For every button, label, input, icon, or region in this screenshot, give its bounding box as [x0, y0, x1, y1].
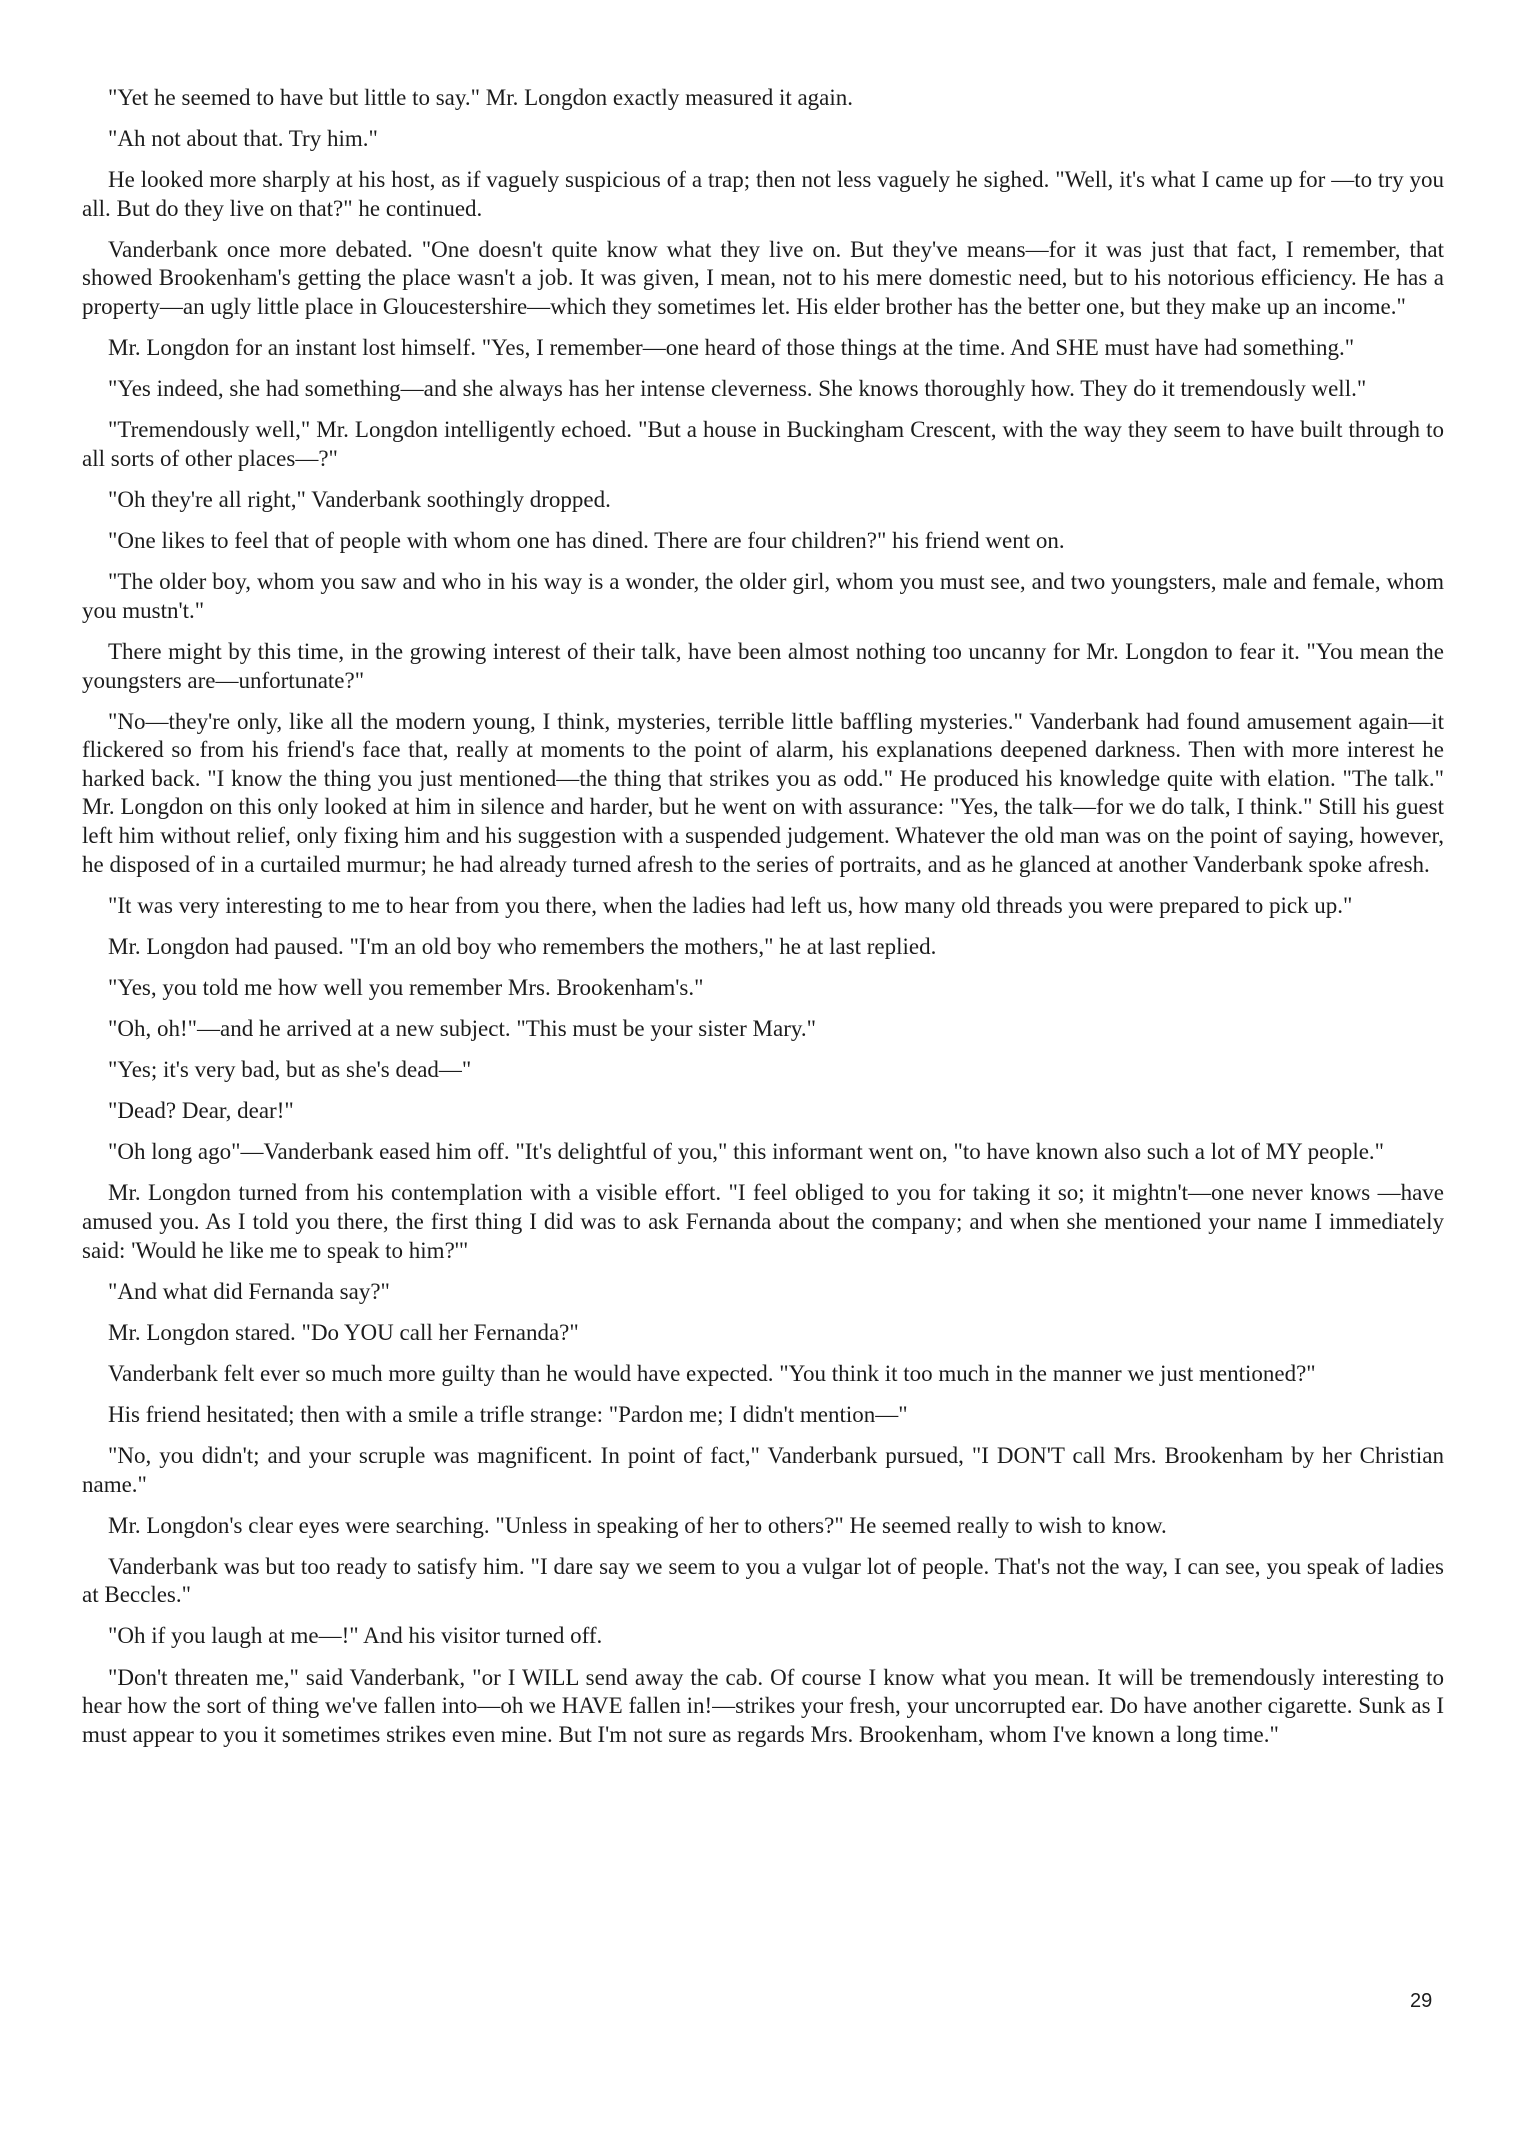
paragraph: Mr. Longdon stared. "Do YOU call her Fernanda?": [108, 1319, 579, 1345]
page-number: 29: [1410, 1990, 1433, 2012]
paragraph: "Yes, you told me how well you remember Mrs. Brookenham's.": [108, 974, 704, 1000]
page-body: [82, 84, 1444, 1762]
paragraph: "Oh long ago"—Vanderbank eased him off. "It's delightful of you," this informant went on, "to have known also such a lot of MY people.": [108, 1139, 1385, 1165]
paragraph: "Oh they're all right," Vanderbank soothingly dropped.: [108, 487, 611, 513]
paragraph: "Yet he seemed to have but little to say." Mr. Longdon exactly measured it again.: [108, 85, 854, 110]
paragraph: "No, you didn't; and your scruple was magnificent. In point of fact," Vanderbank pursued, "I DON'T call Mrs. Brookenham by her Christian name.": [82, 1442, 1444, 1497]
paragraph: "And what did Fernanda say?": [108, 1278, 390, 1304]
paragraph: "Ah not about that. Try him.": [108, 126, 378, 152]
paragraph: "No—they're only, like all the modern young, I think, mysteries, terrible little baffling mysteries." Vanderbank had found amusement again—it flickered so from his friend's face that, really at moments to the point of alarm, his explanations deepened darkness. Then with more interest he harked back. "I know the thing you just mentioned—the thing that strikes you as odd." He produced his knowledge quite with elation. "The talk." Mr. Longdon on this only looked at him in silence and harder, but he went on with assurance: "Yes, the talk—for we do talk, I think." Still his guest left him without relief, only fixing him and his suggestion with a suspended judgement. Whatever the old man was on the point of saying, however, he disposed of in a curtailed murmur; he had already turned afresh to the series of portraits, and as he glanced at another Vanderbank spoke afresh.: [82, 708, 1444, 877]
paragraph: Mr. Longdon had paused. "I'm an old boy who remembers the mothers," he at last replied.: [108, 933, 937, 959]
paragraph: Vanderbank felt ever so much more guilty than he would have expected. "You think it too much in the manner we just mentioned?": [108, 1360, 1316, 1386]
paragraph: He looked more sharply at his host, as if vaguely suspicious of a trap; then not less vaguely he sighed. "Well, it's what I came up for —to try you all. But do they live on that?" he continued.: [82, 167, 1444, 221]
paragraph: "Yes indeed, she had something—and she always has her intense cleverness. She knows thoroughly how. They do it tremendously well.": [108, 376, 1367, 402]
paragraph: Vanderbank once more debated. "One doesn't quite know what they live on. But they've means—for it was just that fact, I remember, that showed Brookenham's getting the place wasn't a job. It was given, I mean, not to his mere domestic need, but to his notorious efficiency. He has a property—an ugly little place in Gloucestershire—which they sometimes let. His elder brother has the better one, but they make up an income.": [82, 236, 1444, 320]
paragraph: Mr. Longdon turned from his contemplation with a visible effort. "I feel obliged to you for taking it so; it mightn't—one never knows —have amused you. As I told you there, the first thing I did was to ask Fernanda about the company; and when she mentioned your name I immediately said: 'Would he like me to speak to him?'": [82, 1180, 1444, 1263]
paragraph: Mr. Longdon's clear eyes were searching. "Unless in speaking of her to others?" He seemed really to wish to know.: [108, 1512, 1167, 1538]
paragraph: Vanderbank was but too ready to satisfy him. "I dare say we seem to you a vulgar lot of people. That's not the way, I can see, you speak of ladies at Beccles.": [82, 1553, 1444, 1608]
paragraph: "The older boy, whom you saw and who in his way is a wonder, the older girl, whom you must see, and two youngsters, male and female, whom you mustn't.": [82, 569, 1444, 623]
paragraph: "Oh, oh!"—and he arrived at a new subject. "This must be your sister Mary.": [108, 1015, 817, 1041]
paragraph: There might by this time, in the growing interest of their talk, have been almost nothing too uncanny for Mr. Longdon to fear it. "You mean the youngsters are—unfortunate?": [82, 638, 1444, 693]
paragraph: "Tremendously well," Mr. Longdon intelligently echoed. "But a house in Buckingham Crescent, with the way they seem to have built through to all sorts of other places—?": [82, 417, 1444, 471]
paragraph: "One likes to feel that of people with whom one has dined. There are four children?" his friend went on.: [108, 528, 1065, 554]
paragraph: "Don't threaten me," said Vanderbank, "or I WILL send away the cab. Of course I know what you mean. It will be tremendously interesting to hear how the sort of thing we've fallen into—oh we HAVE fallen in!—strikes your fresh, your uncorrupted ear. Do have another cigarette. Sunk as I must appear to you it sometimes strikes even mine. But I'm not sure as regards Mrs. Brookenham, whom I've known a long time.": [82, 1664, 1444, 1747]
paragraph: "Oh if you laugh at me—!" And his visitor turned off.: [108, 1623, 603, 1649]
paragraph: "It was very interesting to me to hear from you there, when the ladies had left us, how many old threads you were prepared to pick up.": [108, 892, 1353, 918]
paragraph: "Yes; it's very bad, but as she's dead—": [108, 1057, 472, 1083]
paragraph: Mr. Longdon for an instant lost himself. "Yes, I remember—one heard of those things at the time. And SHE must have had something.": [108, 335, 1355, 361]
paragraph: "Dead? Dear, dear!": [108, 1098, 294, 1124]
paragraph: His friend hesitated; then with a smile a trifle strange: "Pardon me; I didn't mention—": [108, 1401, 908, 1427]
